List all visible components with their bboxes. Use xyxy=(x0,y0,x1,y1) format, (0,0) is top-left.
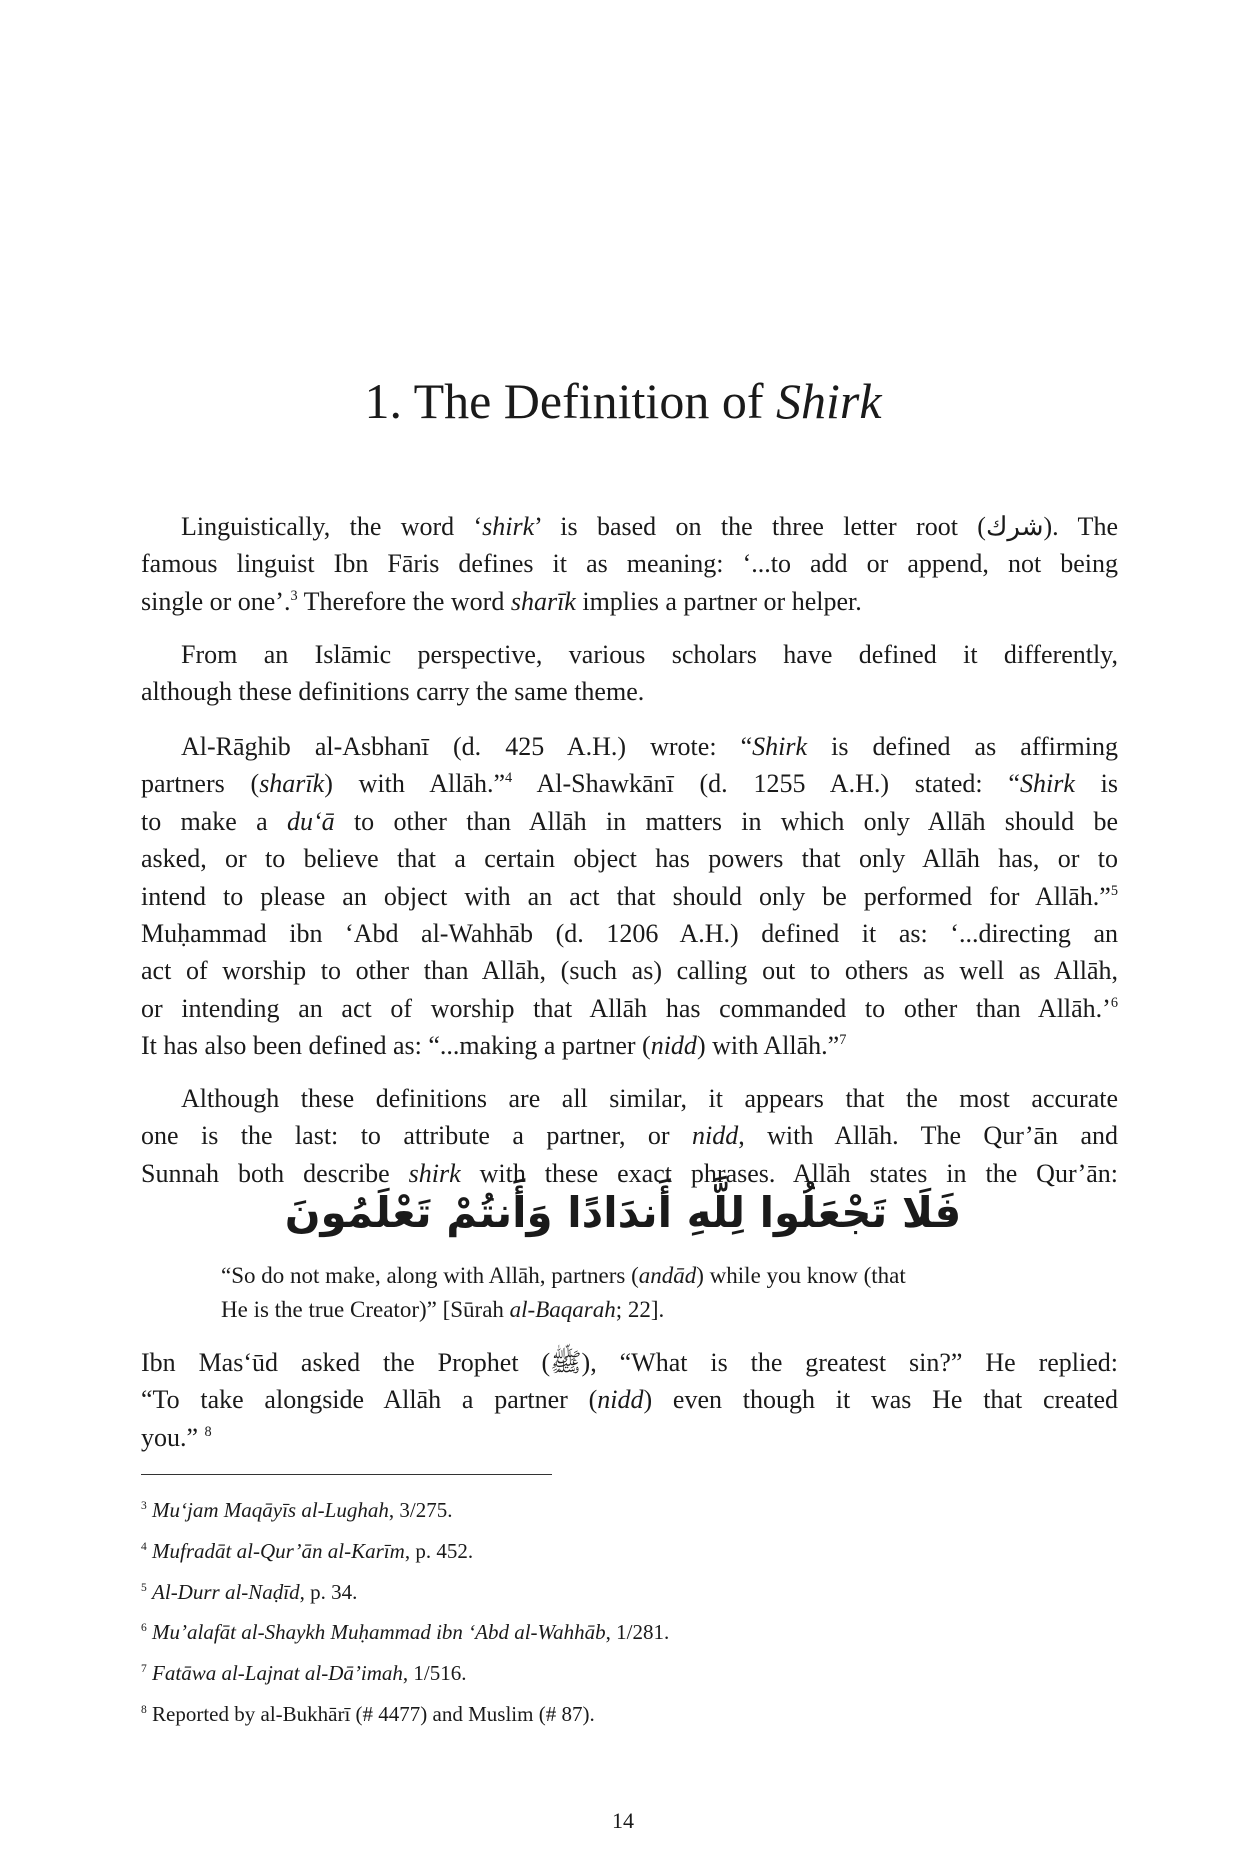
paragraph-line xyxy=(141,547,1118,581)
paragraph-line xyxy=(141,767,1118,801)
text-run: is xyxy=(1074,769,1118,799)
footnote-line xyxy=(141,1656,941,1690)
paragraph-line xyxy=(141,805,1118,839)
chapter-title-text: 1. The Definition of xyxy=(364,373,776,429)
paragraph-line xyxy=(141,880,1118,914)
italic-term: nidd xyxy=(650,1031,697,1061)
text-run: , 1/281. xyxy=(605,1620,670,1645)
italic-term: sharīk xyxy=(510,586,576,616)
text-run: asked, or to believe that a certain object has powers that only Allāh has, or to xyxy=(141,844,1118,874)
text-run: ) with Allāh.” xyxy=(324,769,506,799)
text-run: , with Allāh. The Qur’ān and xyxy=(738,1121,1118,1151)
italic-term: al-Baqarah xyxy=(509,1297,616,1322)
footnote-ref: 6 xyxy=(1110,994,1118,1011)
text-run: “So do not make, along with Allāh, partners ( xyxy=(221,1263,639,1288)
paragraph-line xyxy=(141,917,1118,951)
text-run: Sunnah both describe xyxy=(141,1158,409,1188)
text-run: ) with Allāh.” xyxy=(696,1031,840,1061)
text-run: Al-Rāghib al-Asbhanī (d. 425 A.H.) wrote: “ xyxy=(181,732,753,761)
italic-term: shirk xyxy=(408,1158,461,1188)
text-run: Ibn Mas‘ūd asked the Prophet (ﷺ), “What is the greatest sin?” He replied: xyxy=(141,1348,1118,1377)
paragraph-line xyxy=(181,1082,1118,1116)
paragraph-line xyxy=(141,842,1118,876)
text-run: or intending an act of worship that Allāh has commanded to other than Allāh.’ xyxy=(141,993,1111,1023)
italic-term: Fatāwa al-Lajnat al-Dā’imah xyxy=(152,1661,403,1686)
italic-term: Al-Durr al-Naḍīd xyxy=(152,1579,300,1604)
text-run: Linguistically, the word ‘ xyxy=(181,512,483,541)
text-run: ’ is based on the three letter root (شرك). The xyxy=(534,512,1118,541)
text-run: , p. 34. xyxy=(299,1579,358,1604)
italic-term: andād xyxy=(638,1263,697,1288)
text-run: one is the last: to attribute a partner, or xyxy=(141,1121,692,1151)
quote-translation-line xyxy=(221,1293,1041,1327)
text-run: intend to please an object with an act that should only be performed for Allāh.” xyxy=(141,881,1111,911)
paragraph-line xyxy=(181,638,1118,672)
quote-translation-line xyxy=(221,1259,1041,1293)
text-run: partners ( xyxy=(141,769,260,799)
italic-term: du‘ā xyxy=(286,806,335,836)
paragraph-line xyxy=(141,1029,1118,1063)
footnote-divider xyxy=(141,1474,552,1475)
text-run: is defined as affirming xyxy=(807,732,1118,761)
footnote-line xyxy=(141,1575,941,1609)
text-run: Muḥammad ibn ‘Abd al-Wahhāb (d. 1206 A.H.) defined it as: ‘...directing an xyxy=(141,919,1118,948)
text-run: to other than Allāh in matters in which only Allāh should be xyxy=(334,806,1118,836)
footnote-ref: 6 xyxy=(141,1622,147,1635)
paragraph-line xyxy=(141,992,1118,1026)
paragraph-line xyxy=(181,730,1118,764)
text-run: Therefore the word xyxy=(297,586,511,616)
footnote-ref: 5 xyxy=(141,1581,147,1594)
footnote-ref: 3 xyxy=(141,1499,147,1512)
italic-term: nidd xyxy=(597,1385,644,1415)
text-run: single or one’. xyxy=(141,586,291,616)
footnote-line xyxy=(141,1615,941,1649)
hadith-line xyxy=(141,1421,1118,1455)
italic-term: sharīk xyxy=(259,769,325,799)
text-run: , 1/516. xyxy=(402,1661,467,1686)
text-run: Al-Shawkānī (d. 1255 A.H.) stated: “ xyxy=(512,769,1020,799)
text-run: It has also been defined as: “...making a partner ( xyxy=(141,1031,651,1061)
footnote-line xyxy=(141,1697,941,1731)
text-run: Although these definitions are all similar, it appears that the most accurate xyxy=(181,1084,1118,1113)
text-run: From an Islāmic perspective, various scholars have defined it differently, xyxy=(181,640,1118,669)
italic-term: Mufradāt al-Qur’ān al-Karīm xyxy=(152,1538,405,1563)
text-run: ) even though it was He that created xyxy=(643,1385,1118,1415)
text-run: “To take alongside Allāh a partner ( xyxy=(141,1385,598,1415)
paragraph-line xyxy=(141,1157,1118,1191)
text-run: you.” xyxy=(141,1422,205,1452)
footnote-ref: 4 xyxy=(505,770,513,787)
text-run: ; 22]. xyxy=(615,1297,665,1322)
italic-term: Mu’alafāt al-Shaykh Muḥammad ibn ‘Abd al-Wahhāb xyxy=(152,1620,606,1645)
italic-term: nidd xyxy=(691,1121,739,1151)
page-number: 14 xyxy=(612,1808,634,1833)
footnote-line xyxy=(141,1534,941,1568)
footnote-ref: 7 xyxy=(141,1663,147,1676)
italic-term: Shirk xyxy=(1019,769,1075,799)
footnote-ref: 4 xyxy=(141,1540,147,1553)
footnote-ref: 7 xyxy=(839,1032,847,1049)
footnote-ref: 8 xyxy=(141,1703,147,1716)
paragraph-line xyxy=(141,585,1118,619)
text-run: Reported by al-Bukhārī (# 4477) and Muslim (# 87). xyxy=(146,1702,595,1726)
paragraph-line xyxy=(141,1119,1118,1153)
text-run: with these exact phrases. Allāh states in the Qur’ān: xyxy=(460,1158,1118,1188)
text-run: although these definitions carry the same theme. xyxy=(141,677,645,707)
footnote-line xyxy=(141,1493,941,1527)
text-run: ) while you know (that xyxy=(696,1263,906,1288)
footnote-ref: 3 xyxy=(290,587,298,604)
text-run: , 3/275. xyxy=(388,1498,453,1522)
hadith-line xyxy=(141,1346,1118,1380)
chapter-title-italic: Shirk xyxy=(775,373,882,429)
italic-term: Shirk xyxy=(752,732,808,761)
text-run: famous linguist Ibn Fāris defines it as meaning: ‘...to add or append, not being xyxy=(141,549,1118,579)
paragraph-line xyxy=(181,510,1118,544)
chapter-title xyxy=(0,372,1246,430)
footnote-ref: 5 xyxy=(1110,882,1118,899)
hadith-line xyxy=(141,1383,1118,1417)
paragraph-line xyxy=(141,954,1118,988)
italic-term: Mu‘jam Maqāyīs al-Lughah xyxy=(152,1498,389,1522)
paragraph-line xyxy=(141,675,1118,709)
text-run: implies a partner or helper. xyxy=(575,586,862,616)
text-run: He is the true Creator)” [Sūrah xyxy=(221,1297,510,1322)
text-run: , p. 452. xyxy=(404,1538,474,1563)
quran-verse-arabic: فَلَا تَجْعَلُوا لِلَّهِ أَندَادًا وَأَنتُمْ تَعْلَمُونَ xyxy=(284,1188,962,1237)
italic-term: shirk xyxy=(482,512,535,541)
footnote-ref: 8 xyxy=(204,1423,212,1440)
text-run: act of worship to other than Allāh, (such as) calling out to others as well as Allāh, xyxy=(141,956,1118,986)
text-run: to make a xyxy=(141,806,287,836)
